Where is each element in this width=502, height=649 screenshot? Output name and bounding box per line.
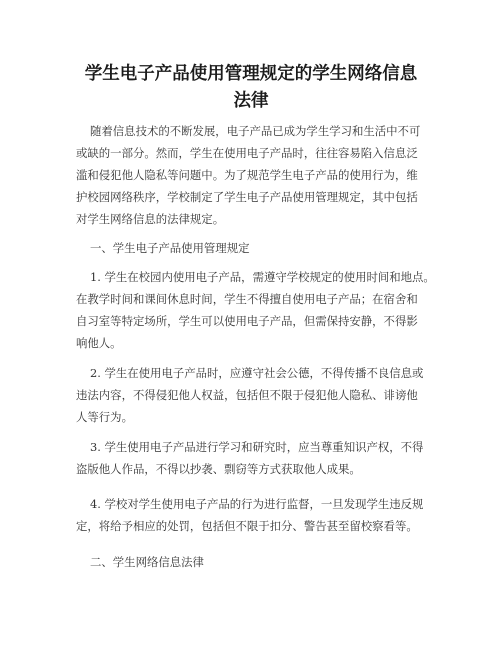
- document-title-line-1: 学生电子产品使用管理规定的学生网络信息: [84, 64, 418, 84]
- item1-line: 1. 学生在校园内使用电子产品，需遵守学校规定的使用时间和地点。: [90, 270, 435, 284]
- item4-line: 4. 学校对学生使用电子产品的行为进行监督，一旦发现学生违反规: [90, 497, 424, 511]
- section-heading: 一、学生电子产品使用管理规定: [90, 241, 250, 255]
- intro-line: 滥和侵犯他人隐私等问题中。为了规范学生电子产品的使用行为，维: [76, 168, 418, 182]
- section-heading: 二、学生网络信息法律: [90, 555, 204, 569]
- item1-line: 自习室等特定场所，学生可以使用电子产品，但需保持安静，不得影: [76, 314, 418, 328]
- item2-line: 2. 学生在使用电子产品时，应遵守社会公德，不得传播不良信息或: [90, 366, 424, 380]
- item1-line: 响他人。: [76, 336, 122, 350]
- intro-line: 随着信息技术的不断发展，电子产品已成为学生学习和生活中不可: [90, 124, 421, 138]
- item2-line: 人等行为。: [76, 410, 133, 424]
- item4-line: 定，将给予相应的处罚，包括但不限于扣分、警告甚至留校察看等。: [76, 519, 418, 533]
- item3-line: 3. 学生使用电子产品进行学习和研究时，应当尊重知识产权，不得: [90, 440, 424, 454]
- intro-line: 护校园网络秩序，学校制定了学生电子产品使用管理规定，其中包括: [76, 190, 418, 204]
- item3-line: 盗版他人作品，不得以抄袭、剽窃等方式获取他人成果。: [76, 462, 361, 476]
- intro-line: 对学生网络信息的法律规定。: [76, 212, 225, 226]
- item1-line: 在教学时间和课间休息时间，学生不得擅自使用电子产品；在宿舍和: [76, 292, 418, 306]
- document-title-line-2: 法律: [233, 91, 269, 111]
- item2-line: 违法内容，不得侵犯他人权益，包括但不限于侵犯他人隐私、诽谤他: [76, 388, 418, 402]
- intro-line: 或缺的一部分。然而，学生在使用电子产品时，往往容易陷入信息泛: [76, 146, 418, 160]
